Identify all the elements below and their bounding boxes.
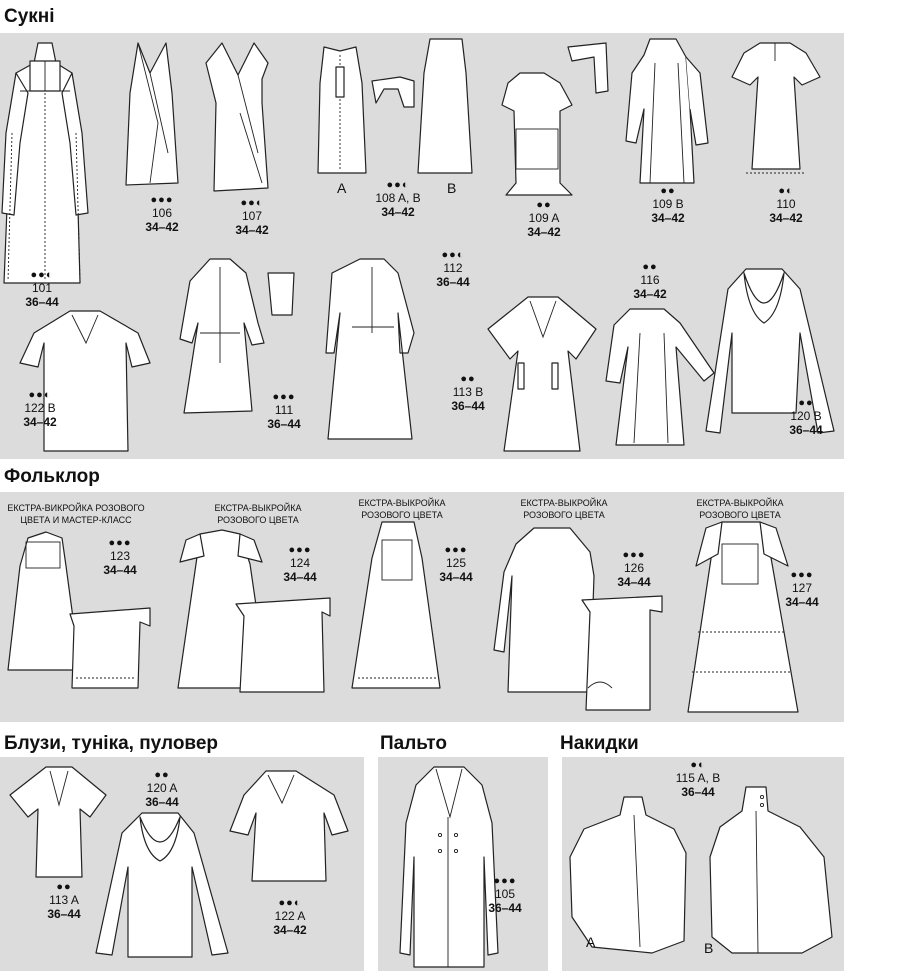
- size-range: 36–44: [488, 901, 522, 915]
- section-title-blouses: Блузи, туніка, пуловер: [4, 733, 219, 754]
- model-number: 109 B: [652, 197, 684, 211]
- difficulty-dots: ●●: [660, 185, 676, 197]
- blouse-122a-label: [250, 898, 330, 937]
- dress-109b-label: [628, 186, 708, 225]
- model-number: 105: [494, 887, 516, 901]
- view-b-marker: B: [447, 180, 457, 196]
- dress-108b-drawing: [418, 39, 472, 173]
- size-range: 34–42: [23, 415, 57, 429]
- folk-panel: [0, 492, 844, 722]
- cape-115a-drawing: [570, 797, 686, 953]
- difficulty-dots: ●●●: [493, 875, 517, 887]
- folk-126-label: [594, 550, 674, 589]
- difficulty-dots: ●●◐: [441, 249, 465, 261]
- difficulty-dots: ●●●: [272, 391, 296, 403]
- difficulty-dots: ●●: [460, 373, 476, 385]
- dresses-panel: [0, 33, 844, 459]
- blouse-113a-label: [24, 882, 104, 921]
- size-range: 34–42: [651, 211, 685, 225]
- difficulty-dots: ●●: [798, 397, 814, 409]
- model-number: 122 A: [274, 909, 306, 923]
- dress-116-label: [610, 262, 690, 301]
- tunic-120a-drawing: [96, 813, 228, 957]
- dress-122b-drawing: [20, 311, 150, 451]
- model-number: 107: [241, 209, 263, 223]
- folk-126-note: ЕКСТРА-ВЫКРОЙКА РОЗОВОГО ЦВЕТА: [520, 498, 608, 520]
- pullover-122a-drawing: [230, 771, 348, 881]
- coat-illustrations: [378, 757, 548, 971]
- dress-109a-drawing: [502, 43, 608, 195]
- coat-panel: [378, 757, 548, 971]
- difficulty-dots: ●●●: [790, 569, 814, 581]
- difficulty-dots: ●◐: [778, 185, 794, 197]
- section-title-capes: Накидки: [560, 733, 639, 754]
- size-range: 34–44: [617, 575, 651, 589]
- coat-105-drawing: [400, 767, 498, 967]
- difficulty-dots: ●●◐: [30, 269, 54, 281]
- model-number: 113 A: [49, 893, 79, 907]
- size-range: 34–42: [273, 923, 307, 937]
- model-number: 120 A: [146, 781, 178, 795]
- difficulty-dots: ●●●: [150, 194, 174, 206]
- difficulty-dots: ●●●: [444, 544, 468, 556]
- difficulty-dots: ●●◐: [28, 389, 52, 401]
- model-number: 111: [274, 403, 294, 417]
- size-range: 34–42: [769, 211, 803, 225]
- model-number: 123: [109, 549, 131, 563]
- section-title-folk: Фольклор: [4, 466, 100, 487]
- size-range: 36–44: [681, 785, 715, 799]
- model-number: 122 B: [24, 401, 56, 415]
- model-number: 113 B: [452, 385, 484, 399]
- size-range: 34–44: [785, 595, 819, 609]
- dresses-illustrations: [0, 33, 844, 459]
- dress-108a-drawing: [318, 47, 414, 173]
- size-range: 34–44: [283, 570, 317, 584]
- section-title-dresses: Сукні: [4, 6, 55, 27]
- folk-125-note: ЕКСТРА-ВЫКРОЙКА РОЗОВОГО ЦВЕТА: [358, 498, 446, 520]
- model-number: 124: [289, 556, 311, 570]
- dress-113b-label: [428, 374, 508, 413]
- folk-124-label: [260, 545, 340, 584]
- model-number: 115 A, B: [675, 771, 721, 785]
- cape-115b-drawing: [710, 787, 832, 953]
- folk-127-label: [762, 570, 842, 609]
- size-range: 34–44: [439, 570, 473, 584]
- difficulty-dots: ●●●: [288, 544, 312, 556]
- difficulty-dots: ●●: [536, 199, 552, 211]
- folk-123-label: [80, 538, 160, 577]
- size-range: 34–42: [145, 220, 179, 234]
- folk-124-note: ЕКСТРА-ВЫКРОЙКА РОЗОВОГО ЦВЕТА: [214, 503, 302, 525]
- dress-101-label: [2, 270, 82, 309]
- difficulty-dots: ●●◐: [240, 197, 264, 209]
- dress-111-drawing: [180, 259, 294, 413]
- size-range: 34–44: [103, 563, 137, 577]
- size-range: 34–42: [527, 225, 561, 239]
- folk-illustrations: [0, 492, 844, 722]
- dress-101-drawing: [2, 43, 88, 283]
- blouse-113a-drawing: [10, 767, 106, 877]
- model-number: 110: [776, 197, 796, 211]
- size-range: 34–42: [381, 205, 415, 219]
- difficulty-dots: ●◐: [690, 759, 706, 771]
- dress-116-drawing: [606, 309, 714, 445]
- model-number: 108 A, B: [375, 191, 421, 205]
- difficulty-dots: ●●: [154, 769, 170, 781]
- dress-109a-label: [504, 200, 584, 239]
- difficulty-dots: ●●●: [108, 537, 132, 549]
- size-range: 36–44: [267, 417, 301, 431]
- difficulty-dots: ●●◐: [386, 179, 410, 191]
- dress-112-label: [413, 250, 493, 289]
- dress-112-drawing: [326, 259, 414, 439]
- folk-123-note: ЕКСТРА-ВИКРОЙКА РОЗОВОГО ЦВЕТА И МАСТЕР-КЛАСС: [7, 503, 145, 525]
- dirndl-127-drawing: [688, 522, 798, 712]
- dress-111-label: [244, 392, 324, 431]
- difficulty-dots: ●●●: [622, 549, 646, 561]
- model-number: 101: [31, 281, 53, 295]
- model-number: 112: [443, 261, 463, 275]
- size-range: 34–42: [235, 223, 269, 237]
- model-number: 106: [151, 206, 173, 220]
- size-range: 36–44: [451, 399, 485, 413]
- size-range: 36–44: [145, 795, 179, 809]
- dress-107-label: [212, 198, 292, 237]
- model-number: 127: [791, 581, 813, 595]
- size-range: 36–44: [789, 423, 823, 437]
- cape-view-a-marker: A: [586, 934, 596, 950]
- dress-106-drawing: [126, 43, 178, 185]
- model-number: 125: [445, 556, 467, 570]
- coat-105-label: [465, 876, 545, 915]
- size-range: 36–44: [47, 907, 81, 921]
- model-number: 116: [640, 273, 660, 287]
- section-title-coat: Пальто: [380, 733, 447, 754]
- size-range: 34–42: [633, 287, 667, 301]
- model-number: 109 A: [528, 211, 560, 225]
- dress-107-drawing: [206, 43, 268, 191]
- dress-106-label: [122, 195, 202, 234]
- dress-110-drawing: [732, 43, 820, 173]
- size-range: 36–44: [436, 275, 470, 289]
- model-number: 120 B: [790, 409, 822, 423]
- difficulty-dots: ●●: [56, 881, 72, 893]
- dress-122b-label: [0, 390, 80, 429]
- dress-108-label: [358, 180, 438, 219]
- difficulty-dots: ●●: [642, 261, 658, 273]
- folk-127-note: ЕКСТРА-ВЫКРОЙКА РОЗОВОГО ЦВЕТА: [696, 498, 784, 520]
- cape-115-label: [658, 760, 738, 799]
- dress-120b-label: [766, 398, 846, 437]
- view-a-marker: A: [337, 180, 347, 196]
- dress-110-label: [746, 186, 826, 225]
- size-range: 36–44: [25, 295, 59, 309]
- model-number: 126: [623, 561, 645, 575]
- cape-view-b-marker: B: [704, 940, 714, 956]
- blouse-120a-label: [122, 770, 202, 809]
- dress-109b-drawing: [626, 39, 708, 183]
- difficulty-dots: ●●◐: [278, 897, 302, 909]
- folk-125-label: [416, 545, 496, 584]
